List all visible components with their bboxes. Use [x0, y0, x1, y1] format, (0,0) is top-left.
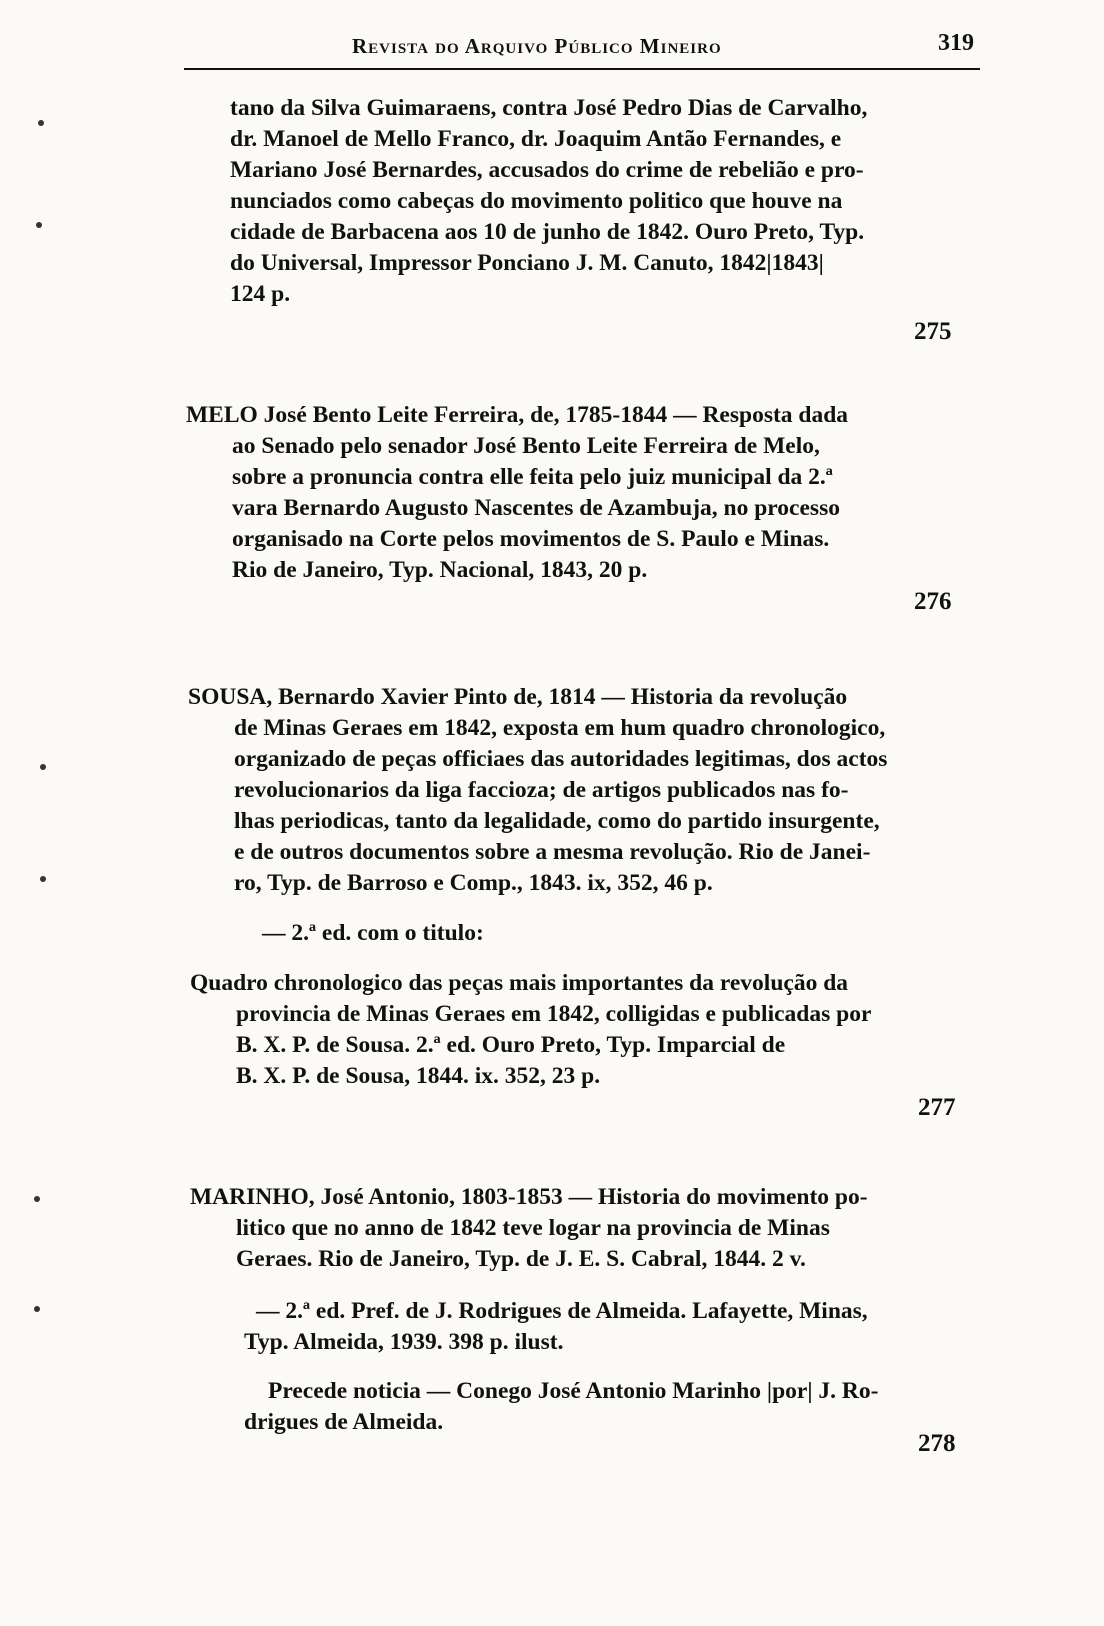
- entry-line: revolucionarios da liga faccioza; de artigos publicados nas fo-: [234, 777, 849, 803]
- entry-heading-line: MARINHO, José Antonio, 1803-1853 — Historia do movimento po-: [190, 1184, 868, 1210]
- entry-line: Geraes. Rio de Janeiro, Typ. de J. E. S. Cabral, 1844. 2 v.: [236, 1246, 806, 1272]
- entry-line: dr. Manoel de Mello Franco, dr. Joaquim Antão Fernandes, e: [230, 126, 842, 152]
- entry-276-text: [186, 400, 962, 586]
- page-number: 319: [938, 30, 974, 56]
- scan-speck: [40, 764, 46, 770]
- entry-line: cidade de Barbacena aos 10 de junho de 1842. Ouro Preto, Typ.: [230, 219, 865, 245]
- entry-278-edition: [244, 1296, 964, 1358]
- scan-speck: [34, 1196, 40, 1202]
- entry-277-second-title: [190, 968, 964, 1092]
- entry-line: — 2.ª ed. Pref. de J. Rodrigues de Almeida. Lafayette, Minas,: [256, 1298, 868, 1324]
- edition-note: — 2.ª ed. com o titulo:: [262, 920, 484, 946]
- entry-line: vara Bernardo Augusto Nascentes de Azambuja, no processo: [232, 495, 840, 521]
- entry-number-276: 276: [914, 588, 952, 615]
- entry-line: organizado de peças officiaes das autoridades legitimas, dos actos: [234, 746, 888, 772]
- entry-number-278: 278: [918, 1430, 956, 1457]
- entry-line: Precede noticia — Conego José Antonio Marinho |por| J. Ro-: [268, 1378, 879, 1404]
- entry-line: do Universal, Impressor Ponciano J. M. Canuto, 1842|1843|: [230, 250, 824, 276]
- scan-speck: [40, 876, 46, 882]
- entry-line: Typ. Almeida, 1939. 398 p. ilust.: [244, 1329, 564, 1355]
- entry-line: B. X. P. de Sousa, 1844. ix. 352, 23 p.: [236, 1063, 601, 1089]
- entry-line: organisado na Corte pelos movimentos de S. Paulo e Minas.: [232, 526, 830, 552]
- entry-line: tano da Silva Guimaraens, contra José Pedro Dias de Carvalho,: [230, 95, 868, 121]
- entry-heading-line: MELO José Bento Leite Ferreira, de, 1785-1844 — Resposta dada: [186, 402, 849, 428]
- journal-title: Revista do Arquivo Público Mineiro: [352, 34, 722, 58]
- entry-278-note: [244, 1376, 964, 1438]
- entry-line: de Minas Geraes em 1842, exposta em hum quadro chronologico,: [234, 715, 886, 741]
- entry-line: drigues de Almeida.: [244, 1409, 444, 1435]
- entry-line: ro, Typ. de Barroso e Comp., 1843. ix, 352, 46 p.: [234, 870, 713, 896]
- entry-line: lhas periodicas, tanto da legalidade, como do partido insurgente,: [234, 808, 880, 834]
- entry-number-275: 275: [914, 318, 952, 345]
- entry-line: 124 p.: [230, 281, 291, 307]
- entry-line: nunciados como cabeças do movimento politico que houve na: [230, 188, 843, 214]
- entry-line: Rio de Janeiro, Typ. Nacional, 1843, 20 p.: [232, 557, 648, 583]
- entry-line: sobre a pronuncia contra elle feita pelo juiz municipal da 2.ª: [232, 464, 833, 490]
- entry-line: ao Senado pelo senador José Bento Leite Ferreira de Melo,: [232, 433, 820, 459]
- entry-heading-line: SOUSA, Bernardo Xavier Pinto de, 1814 — Historia da revolução: [188, 684, 848, 710]
- scan-speck: [36, 222, 42, 228]
- entry-number-277: 277: [918, 1094, 956, 1121]
- entry-line: litico que no anno de 1842 teve logar na provincia de Minas: [236, 1215, 830, 1241]
- entry-line: e de outros documentos sobre a mesma revolução. Rio de Janei-: [234, 839, 871, 865]
- entry-278-text: [190, 1182, 964, 1275]
- entry-heading-line: Quadro chronologico das peças mais importantes da revolução da: [190, 970, 849, 996]
- entry-line: provincia de Minas Geraes em 1842, colligidas e publicadas por: [236, 1001, 872, 1027]
- entry-line: Mariano José Bernardes, accusados do crime de rebelião e pro-: [230, 157, 864, 183]
- scan-speck: [34, 1306, 40, 1312]
- entry-277-text: [188, 682, 964, 899]
- running-header: [184, 28, 980, 70]
- scan-speck: [38, 120, 44, 126]
- entry-275-text: [230, 93, 960, 310]
- entry-line: B. X. P. de Sousa. 2.ª ed. Ouro Preto, Typ. Imparcial de: [236, 1032, 786, 1058]
